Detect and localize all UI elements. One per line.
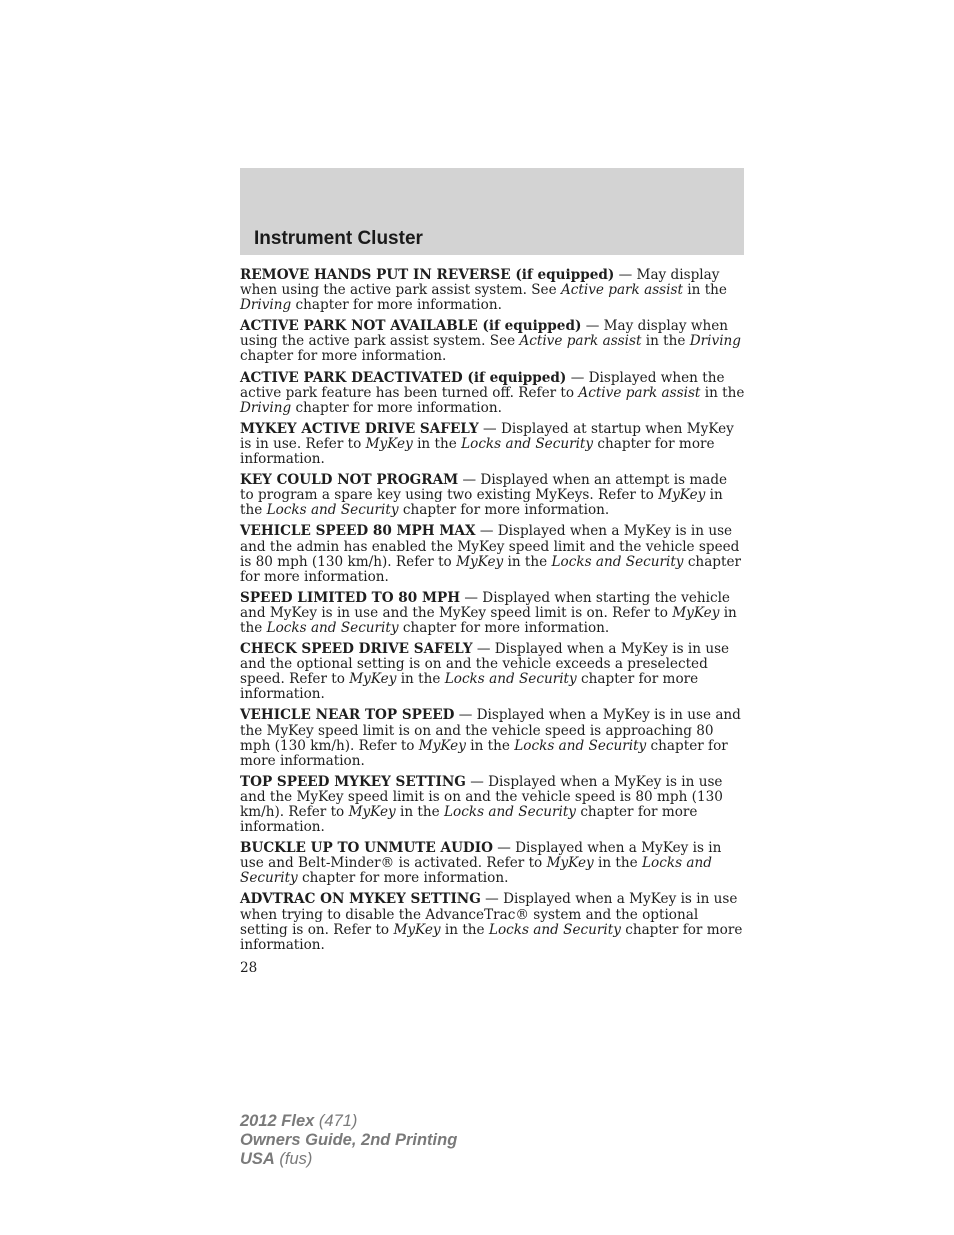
cross-reference: MyKey bbox=[456, 553, 504, 570]
message-entry bbox=[240, 591, 745, 636]
message-description: — May display when using the active park assist system. See bbox=[240, 318, 729, 350]
message-description: chapter for more information. bbox=[398, 502, 610, 519]
cross-reference: MyKey bbox=[365, 435, 413, 452]
message-description: in the bbox=[593, 855, 643, 872]
message-entry bbox=[240, 524, 745, 584]
message-description: in the bbox=[440, 921, 489, 938]
message-description: — Displayed when a MyKey is in use and Belt-Minder® is activated. Refer to bbox=[240, 840, 722, 872]
message-description: — Displayed when an attempt is made to program a spare key using two existing MyKeys. Refer to bbox=[240, 472, 728, 504]
message-description: — Displayed when a MyKey is in use and the MyKey speed limit is on and the vehicle speed is approaching 80 mph (130 km/h). Refer to bbox=[240, 707, 741, 754]
footer-market-code: (fus) bbox=[274, 1150, 313, 1168]
message-term: REMOVE HANDS PUT IN REVERSE (if equipped) bbox=[240, 267, 615, 283]
cross-reference: MyKey bbox=[349, 671, 397, 688]
message-description: chapter for more information. bbox=[240, 737, 728, 769]
cross-reference: MyKey bbox=[672, 604, 720, 621]
message-description: chapter for more information. bbox=[297, 870, 509, 887]
cross-reference: MyKey bbox=[348, 804, 396, 820]
message-description: in the bbox=[503, 553, 552, 570]
publication-footer bbox=[240, 1112, 457, 1169]
footer-model-code: (471) bbox=[314, 1112, 358, 1130]
message-entry bbox=[240, 422, 745, 467]
message-description: chapter for more information. bbox=[240, 804, 698, 836]
cross-reference: MyKey bbox=[546, 855, 594, 872]
message-term: TOP SPEED MYKEY SETTING bbox=[240, 773, 466, 790]
message-term: ACTIVE PARK DEACTIVATED (if equipped) bbox=[240, 369, 567, 386]
message-entry bbox=[240, 473, 745, 518]
cross-reference: Active park assist bbox=[519, 333, 642, 350]
message-description: chapter for more information. bbox=[398, 619, 610, 636]
cross-reference: Active park assist bbox=[560, 282, 683, 299]
message-description: in the bbox=[682, 282, 727, 299]
message-term: VEHICLE NEAR TOP SPEED bbox=[240, 707, 455, 724]
message-description: — Displayed when starting the vehicle and MyKey is in use and the MyKey speed limit is on. Refer to bbox=[240, 589, 730, 621]
cross-reference: Locks and Security bbox=[266, 502, 399, 519]
message-description: chapter for more information. bbox=[291, 297, 502, 314]
cross-reference: Locks and Security bbox=[551, 553, 684, 570]
message-entry bbox=[240, 642, 745, 702]
message-description: — Displayed when a MyKey is in use and the MyKey speed limit is on and the vehicle speed is 80 mph (130 km/h). Refer to bbox=[240, 773, 723, 820]
cross-reference: MyKey bbox=[658, 487, 706, 504]
message-description: — Displayed when the active park feature has been turned off. Refer to bbox=[240, 369, 725, 401]
message-term: ADVTRAC ON MYKEY SETTING bbox=[240, 891, 481, 908]
message-description: in the bbox=[240, 604, 737, 636]
message-entry bbox=[240, 268, 745, 313]
cross-reference: Locks and Security bbox=[444, 671, 577, 688]
cross-reference: Active park assist bbox=[578, 384, 701, 401]
footer-line-edition: Owners Guide, 2nd Printing bbox=[240, 1131, 458, 1149]
message-entry bbox=[240, 775, 745, 835]
message-term: BUCKLE UP TO UNMUTE AUDIO bbox=[240, 840, 493, 857]
message-term: SPEED LIMITED TO 80 MPH bbox=[240, 589, 461, 606]
message-entry bbox=[240, 371, 745, 416]
message-description: chapter for more information. bbox=[291, 399, 502, 416]
message-description: chapter for more information. bbox=[240, 348, 447, 365]
message-term: MYKEY ACTIVE DRIVE SAFELY bbox=[240, 420, 479, 437]
message-entry bbox=[240, 892, 745, 952]
message-description: — Displayed at startup when MyKey is in use. Refer to bbox=[240, 420, 734, 452]
message-term: VEHICLE SPEED 80 MPH MAX bbox=[240, 523, 476, 540]
message-term: KEY COULD NOT PROGRAM bbox=[240, 472, 459, 489]
message-description: chapter for more information. bbox=[240, 435, 715, 468]
message-description: — May display when using the active park assist system. See bbox=[240, 267, 720, 299]
message-description: in the bbox=[396, 671, 445, 688]
message-description: in the bbox=[412, 435, 462, 452]
message-description: chapter for more information. bbox=[240, 671, 699, 703]
section-header-band bbox=[240, 168, 744, 255]
cross-reference: Driving bbox=[240, 399, 292, 416]
cross-reference: Driving bbox=[689, 333, 742, 350]
page-number: 28 bbox=[240, 960, 258, 976]
message-entry bbox=[240, 708, 745, 768]
message-entry bbox=[240, 319, 745, 364]
cross-reference: MyKey bbox=[393, 921, 441, 938]
message-term: CHECK SPEED DRIVE SAFELY bbox=[240, 641, 473, 658]
section-title: Instrument Cluster bbox=[254, 228, 423, 249]
cross-reference: Locks and Security bbox=[461, 435, 594, 452]
cross-reference: Locks and Security bbox=[514, 737, 647, 754]
message-description: in the bbox=[395, 804, 445, 820]
message-description: — Displayed when a MyKey is in use when trying to disable the AdvanceTrac® system and the optional setting is on. Refer to bbox=[240, 891, 738, 938]
message-description: in the bbox=[641, 333, 690, 350]
cross-reference: Locks and Security bbox=[240, 855, 712, 887]
message-entry bbox=[240, 841, 745, 886]
message-description: in the bbox=[465, 737, 515, 754]
message-description: in the bbox=[700, 384, 745, 401]
footer-model-name: 2012 Flex bbox=[240, 1112, 315, 1130]
message-description: in the bbox=[240, 487, 723, 519]
cross-reference: MyKey bbox=[418, 737, 466, 754]
message-description: chapter for more information. bbox=[240, 921, 743, 953]
cross-reference: Locks and Security bbox=[444, 804, 576, 820]
message-description: — Displayed when a MyKey is in use and the admin has enabled the MyKey speed limit and the vehicle speed is 80 mph (130 km/h). Refer to bbox=[240, 523, 740, 570]
message-list bbox=[240, 268, 745, 959]
cross-reference: Locks and Security bbox=[488, 921, 621, 938]
message-description: — Displayed when a MyKey is in use and the optional setting is on and the vehicle exceeds a preselected speed. Refer to bbox=[240, 641, 730, 688]
footer-line-market bbox=[240, 1150, 457, 1169]
cross-reference: Driving bbox=[240, 297, 292, 314]
message-term: ACTIVE PARK NOT AVAILABLE (if equipped) bbox=[240, 318, 582, 335]
message-description: chapter for more information. bbox=[240, 553, 742, 585]
cross-reference: Locks and Security bbox=[266, 619, 399, 636]
footer-line-model bbox=[240, 1112, 457, 1131]
footer-market: USA bbox=[240, 1150, 275, 1168]
